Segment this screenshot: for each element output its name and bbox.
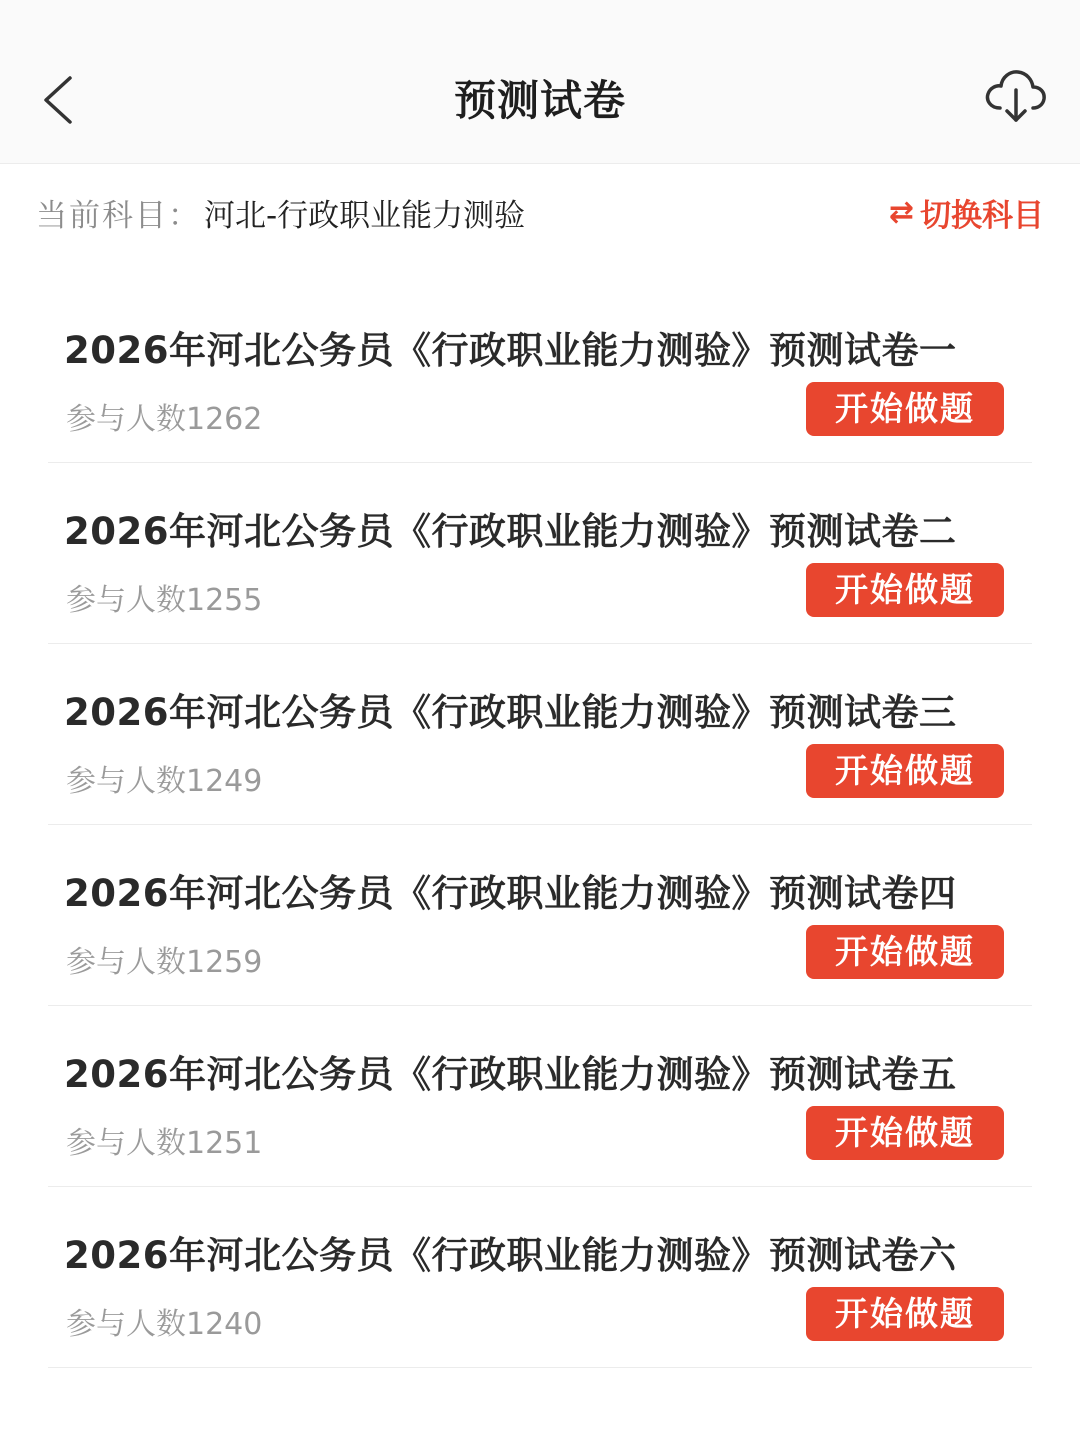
start-quiz-button[interactable]: 开始做题 [806, 1106, 1004, 1160]
page-title: 预测试卷 [453, 76, 626, 125]
start-quiz-button[interactable]: 开始做题 [806, 1287, 1004, 1341]
paper-title: 2026年河北公务员《行政职业能力测验》预测试卷六 [64, 1234, 957, 1277]
paper-title: 2026年河北公务员《行政职业能力测验》预测试卷三 [64, 691, 957, 734]
subject-bar [0, 164, 1080, 260]
paper-item[interactable] [48, 1187, 1032, 1368]
cloud-download-icon [980, 60, 1052, 132]
start-quiz-button[interactable]: 开始做题 [806, 382, 1004, 436]
paper-item[interactable] [48, 644, 1032, 825]
paper-item[interactable] [48, 1006, 1032, 1187]
paper-item[interactable] [48, 825, 1032, 1006]
switch-subject-label: 切换科目 [920, 198, 1044, 234]
paper-item[interactable] [48, 282, 1032, 463]
participant-count: 参与人数1251 [66, 1126, 263, 1161]
paper-title: 2026年河北公务员《行政职业能力测验》预测试卷二 [64, 510, 957, 553]
paper-title: 2026年河北公务员《行政职业能力测验》预测试卷五 [64, 1053, 957, 1096]
paper-title: 2026年河北公务员《行政职业能力测验》预测试卷四 [64, 872, 957, 915]
participant-count: 参与人数1240 [66, 1307, 263, 1342]
participant-count: 参与人数1249 [66, 764, 263, 799]
participant-count: 参与人数1259 [66, 945, 263, 980]
download-button[interactable] [980, 60, 1052, 132]
start-quiz-button[interactable]: 开始做题 [806, 925, 1004, 979]
switch-subject-button[interactable] [889, 190, 1044, 235]
subject-label: 当前科目： [36, 198, 201, 234]
start-quiz-button[interactable]: 开始做题 [806, 563, 1004, 617]
current-subject: 河北-行政职业能力测验 [204, 198, 526, 234]
swap-icon: ⇄ [888, 195, 914, 230]
paper-title: 2026年河北公务员《行政职业能力测验》预测试卷一 [64, 329, 957, 372]
participant-count: 参与人数1262 [66, 402, 263, 437]
participant-count: 参与人数1255 [66, 583, 263, 618]
paper-item[interactable] [48, 463, 1032, 644]
paper-list [48, 282, 1032, 1368]
start-quiz-button[interactable]: 开始做题 [806, 744, 1004, 798]
top-bar [0, 0, 1080, 164]
